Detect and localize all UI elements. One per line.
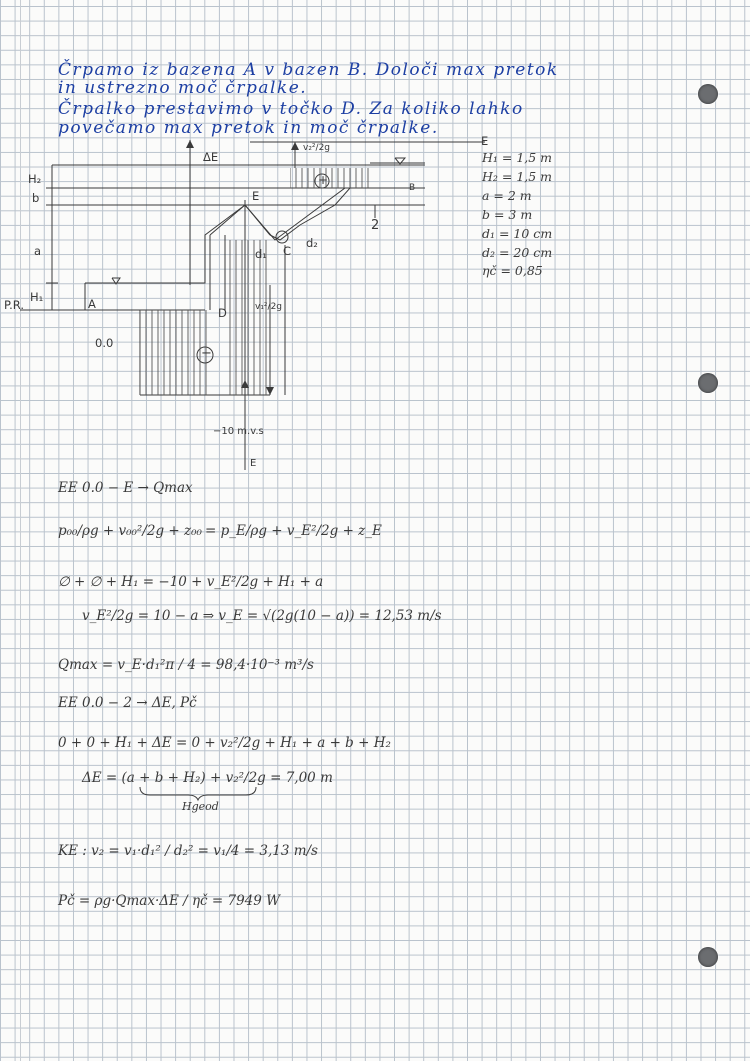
flow-equation: Qmax = v_E·d₁²π / 4 = 98,4·10⁻³ m³/s [58,657,314,673]
bernoulli-lhs: p₀₀/ρg + v₀₀²/2g + z₀₀ [58,523,202,539]
solution-step-ee2: EE 0.0 − 2 → ΔE, Pč [58,695,197,711]
sketch-label: v₂²/2g [303,143,331,153]
given-value: d₁ = 10 cm [482,226,553,241]
sketch-label: + [318,173,329,187]
problem-line-2: in ustrezno moč črpalke. [58,78,308,98]
sketch-label: 2 [371,218,380,233]
sketch-label: −10 m.v.s [213,426,264,437]
sketch-label: P.R. [4,298,25,312]
sketch-label: E [252,189,260,203]
sketch-label: H₁ [30,290,44,304]
solution-step-ee1: EE 0.0 − E → Qmax [58,480,193,496]
energy-equation: 0 + 0 + H₁ + ΔE = 0 + v₂²/2g + H₁ + a + b + H₂ [58,735,391,751]
velocity-equation: v_E²/2g = 10 − a ⇒ v_E = √(2g(10 − a)) = 12,53 m/s [82,608,442,624]
given-value: H₂ = 1,5 m [482,169,553,184]
given-value: d₂ = 20 cm [482,245,553,260]
continuity-equation: KE : v₂ = v₁·d₁² / d₂² = v₁/4 = 3,13 m/s [58,843,318,859]
problem-line-3: Črpalko prestavimo v točko D. Za koliko lahko [58,99,524,119]
head-equation: ΔE = (a + b + H₂) + v₂²/2g = 7,00 m [82,770,333,786]
bernoulli-rhs: = p_E/ρg + v_E²/2g + z_E [205,523,382,539]
given-value: b = 3 m [482,207,533,222]
substituted-equation: ∅ + ∅ + H₁ = −10 + v_E²/2g + H₁ + a [58,574,324,590]
given-value: ηč = 0,85 [482,263,543,278]
sketch-label: B [409,183,416,193]
sketch-label: ΔE [203,150,219,164]
sketch-label: d₁ [255,247,267,261]
sketch-label: A [88,297,96,311]
sketch-label: d₂ [306,236,318,250]
sketch-label: D [218,306,227,320]
sketch-label: b [32,191,40,205]
problem-line-1: Črpamo iz bazena A v bazen B. Določi max pretok [58,60,559,80]
sketch-label: a [34,244,42,258]
sketch-label: v₁²/2g [255,302,283,312]
hgeod-label: Hgeod [182,800,219,813]
power-equation: Pč = ρg·Qmax·ΔE / ηč = 7949 W [58,893,281,909]
sketch-label: 0.0 [95,336,114,350]
given-value: a = 2 m [482,188,532,203]
sketch-label: C [283,244,292,258]
sketch-label: E [481,134,489,148]
given-value: H₁ = 1,5 m [482,150,553,165]
sketch-label: H₂ [28,172,42,186]
sketch-label: − [201,346,212,361]
problem-line-4: povečamo max pretok in moč črpalke. [58,118,439,138]
sketch-label: E [250,458,257,469]
